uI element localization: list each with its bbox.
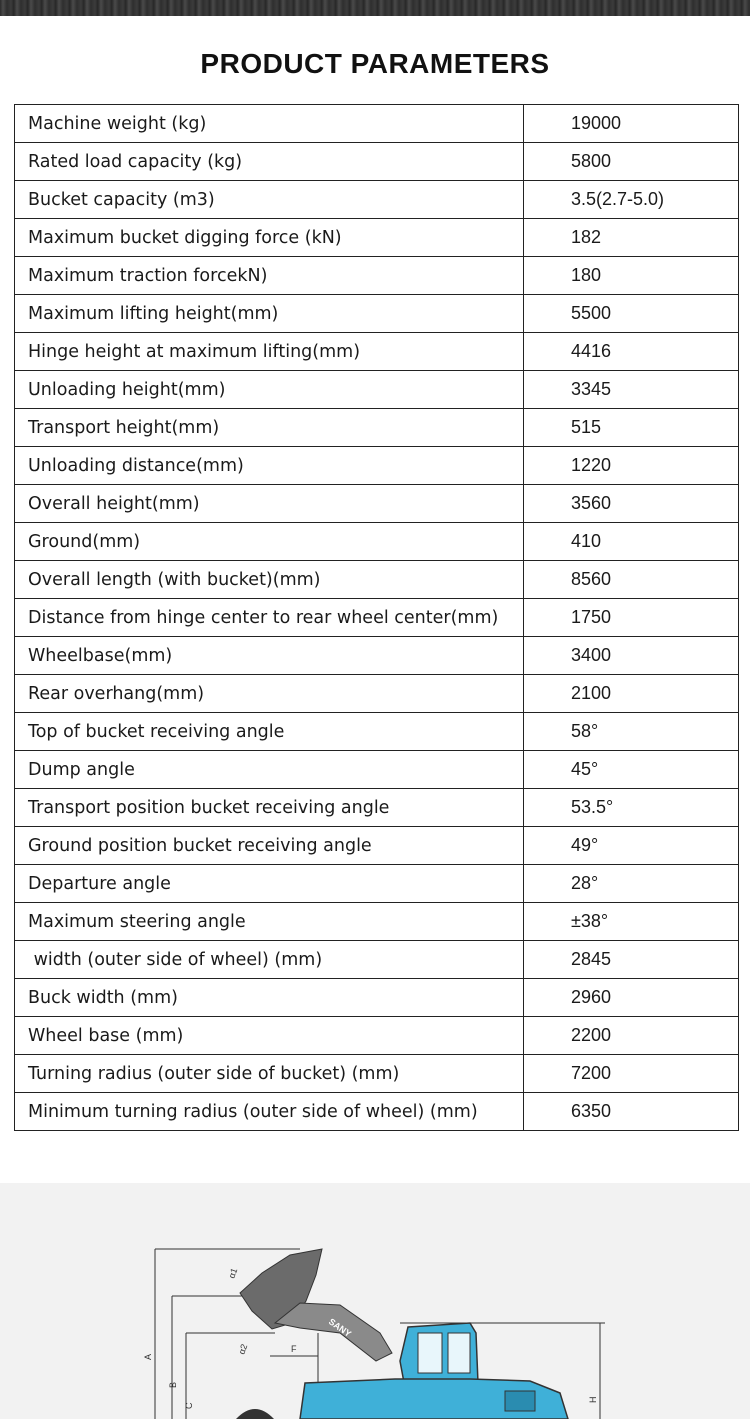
parameter-label: Maximum traction forcekN)	[15, 257, 524, 295]
parameter-label: Departure angle	[15, 865, 524, 903]
dimension-label-alpha2: α2	[236, 1342, 250, 1356]
parameter-value: 2100	[524, 675, 739, 713]
parameter-label: Ground(mm)	[15, 523, 524, 561]
parameter-value: 4416	[524, 333, 739, 371]
dimension-label-b: B	[168, 1381, 178, 1388]
page-title: PRODUCT PARAMETERS	[200, 48, 550, 79]
parameter-label: Rear overhang(mm)	[15, 675, 524, 713]
parameter-row	[15, 219, 739, 257]
parameter-value: 2960	[524, 979, 739, 1017]
parameter-value: 180	[524, 257, 739, 295]
parameter-value: 3560	[524, 485, 739, 523]
parameter-label: Dump angle	[15, 751, 524, 789]
header-image-strip	[0, 0, 750, 16]
parameter-label: Buck width (mm)	[15, 979, 524, 1017]
parameter-label: Overall length (with bucket)(mm)	[15, 561, 524, 599]
cab-window	[418, 1333, 442, 1373]
parameter-row	[15, 865, 739, 903]
parameter-value: 5800	[524, 143, 739, 181]
dimension-label-h: H	[588, 1396, 598, 1403]
parameter-row	[15, 941, 739, 979]
parameter-value: 410	[524, 523, 739, 561]
parameter-value: 8560	[524, 561, 739, 599]
arm-brand: SANY	[326, 1316, 354, 1339]
parameters-table-body	[15, 105, 739, 1131]
parameter-row	[15, 675, 739, 713]
parameter-value: 3400	[524, 637, 739, 675]
loader-diagram-svg	[0, 1183, 750, 1419]
parameter-value: 53.5°	[524, 789, 739, 827]
parameter-row	[15, 181, 739, 219]
front-wheel	[236, 1409, 274, 1419]
parameter-row	[15, 903, 739, 941]
engine-grille	[505, 1391, 535, 1411]
parameter-label: Overall height(mm)	[15, 485, 524, 523]
parameter-row	[15, 485, 739, 523]
parameter-row	[15, 789, 739, 827]
parameter-row	[15, 979, 739, 1017]
parameter-label: Top of bucket receiving angle	[15, 713, 524, 751]
loader-dimension-diagram	[0, 1183, 750, 1419]
dimension-label-alpha1: α1	[226, 1266, 240, 1280]
parameter-row	[15, 333, 739, 371]
parameter-value: 5500	[524, 295, 739, 333]
parameter-label: Distance from hinge center to rear wheel center(mm)	[15, 599, 524, 637]
parameter-row	[15, 713, 739, 751]
parameter-row	[15, 447, 739, 485]
dimension-label-f: F	[291, 1344, 297, 1354]
parameter-label: Bucket capacity (m3)	[15, 181, 524, 219]
parameter-label: Minimum turning radius (outer side of wheel) (mm)	[15, 1093, 524, 1131]
parameter-row	[15, 105, 739, 143]
parameter-row	[15, 143, 739, 181]
parameter-value: 2200	[524, 1017, 739, 1055]
parameter-label: Turning radius (outer side of bucket) (mm)	[15, 1055, 524, 1093]
parameter-value: ±38°	[524, 903, 739, 941]
parameter-value: 1750	[524, 599, 739, 637]
parameter-label: Unloading distance(mm)	[15, 447, 524, 485]
parameter-value: 45°	[524, 751, 739, 789]
parameter-label: Transport position bucket receiving angle	[15, 789, 524, 827]
parameter-row	[15, 599, 739, 637]
parameter-row	[15, 409, 739, 447]
parameter-value: 1220	[524, 447, 739, 485]
dimension-label-a: A	[143, 1353, 153, 1360]
parameter-row	[15, 751, 739, 789]
parameter-row	[15, 1055, 739, 1093]
parameter-row	[15, 637, 739, 675]
parameter-label: Ground position bucket receiving angle	[15, 827, 524, 865]
parameter-label: Hinge height at maximum lifting(mm)	[15, 333, 524, 371]
parameter-label: Wheel base (mm)	[15, 1017, 524, 1055]
parameter-value: 515	[524, 409, 739, 447]
parameter-label: Maximum bucket digging force (kN)	[15, 219, 524, 257]
parameter-label: Rated load capacity (kg)	[15, 143, 524, 181]
parameters-table	[14, 104, 739, 1131]
cab-window-rear	[448, 1333, 470, 1373]
parameter-row	[15, 523, 739, 561]
parameter-label: Transport height(mm)	[15, 409, 524, 447]
parameter-label: width (outer side of wheel) (mm)	[15, 941, 524, 979]
parameter-value: 7200	[524, 1055, 739, 1093]
parameter-label: Maximum steering angle	[15, 903, 524, 941]
parameter-row	[15, 1017, 739, 1055]
parameter-row	[15, 561, 739, 599]
parameter-value: 49°	[524, 827, 739, 865]
parameter-row	[15, 827, 739, 865]
dimension-label-c: C	[184, 1402, 194, 1409]
parameter-value: 28°	[524, 865, 739, 903]
parameter-label: Maximum lifting height(mm)	[15, 295, 524, 333]
parameter-label: Wheelbase(mm)	[15, 637, 524, 675]
parameter-value: 3345	[524, 371, 739, 409]
parameter-value: 2845	[524, 941, 739, 979]
parameter-label: Unloading height(mm)	[15, 371, 524, 409]
parameter-row	[15, 295, 739, 333]
parameter-value: 19000	[524, 105, 739, 143]
parameter-label: Machine weight (kg)	[15, 105, 524, 143]
parameter-value: 3.5(2.7-5.0)	[524, 181, 739, 219]
parameter-value: 58°	[524, 713, 739, 751]
parameter-value: 182	[524, 219, 739, 257]
parameter-row	[15, 371, 739, 409]
parameter-row	[15, 257, 739, 295]
parameter-row	[15, 1093, 739, 1131]
parameter-value: 6350	[524, 1093, 739, 1131]
